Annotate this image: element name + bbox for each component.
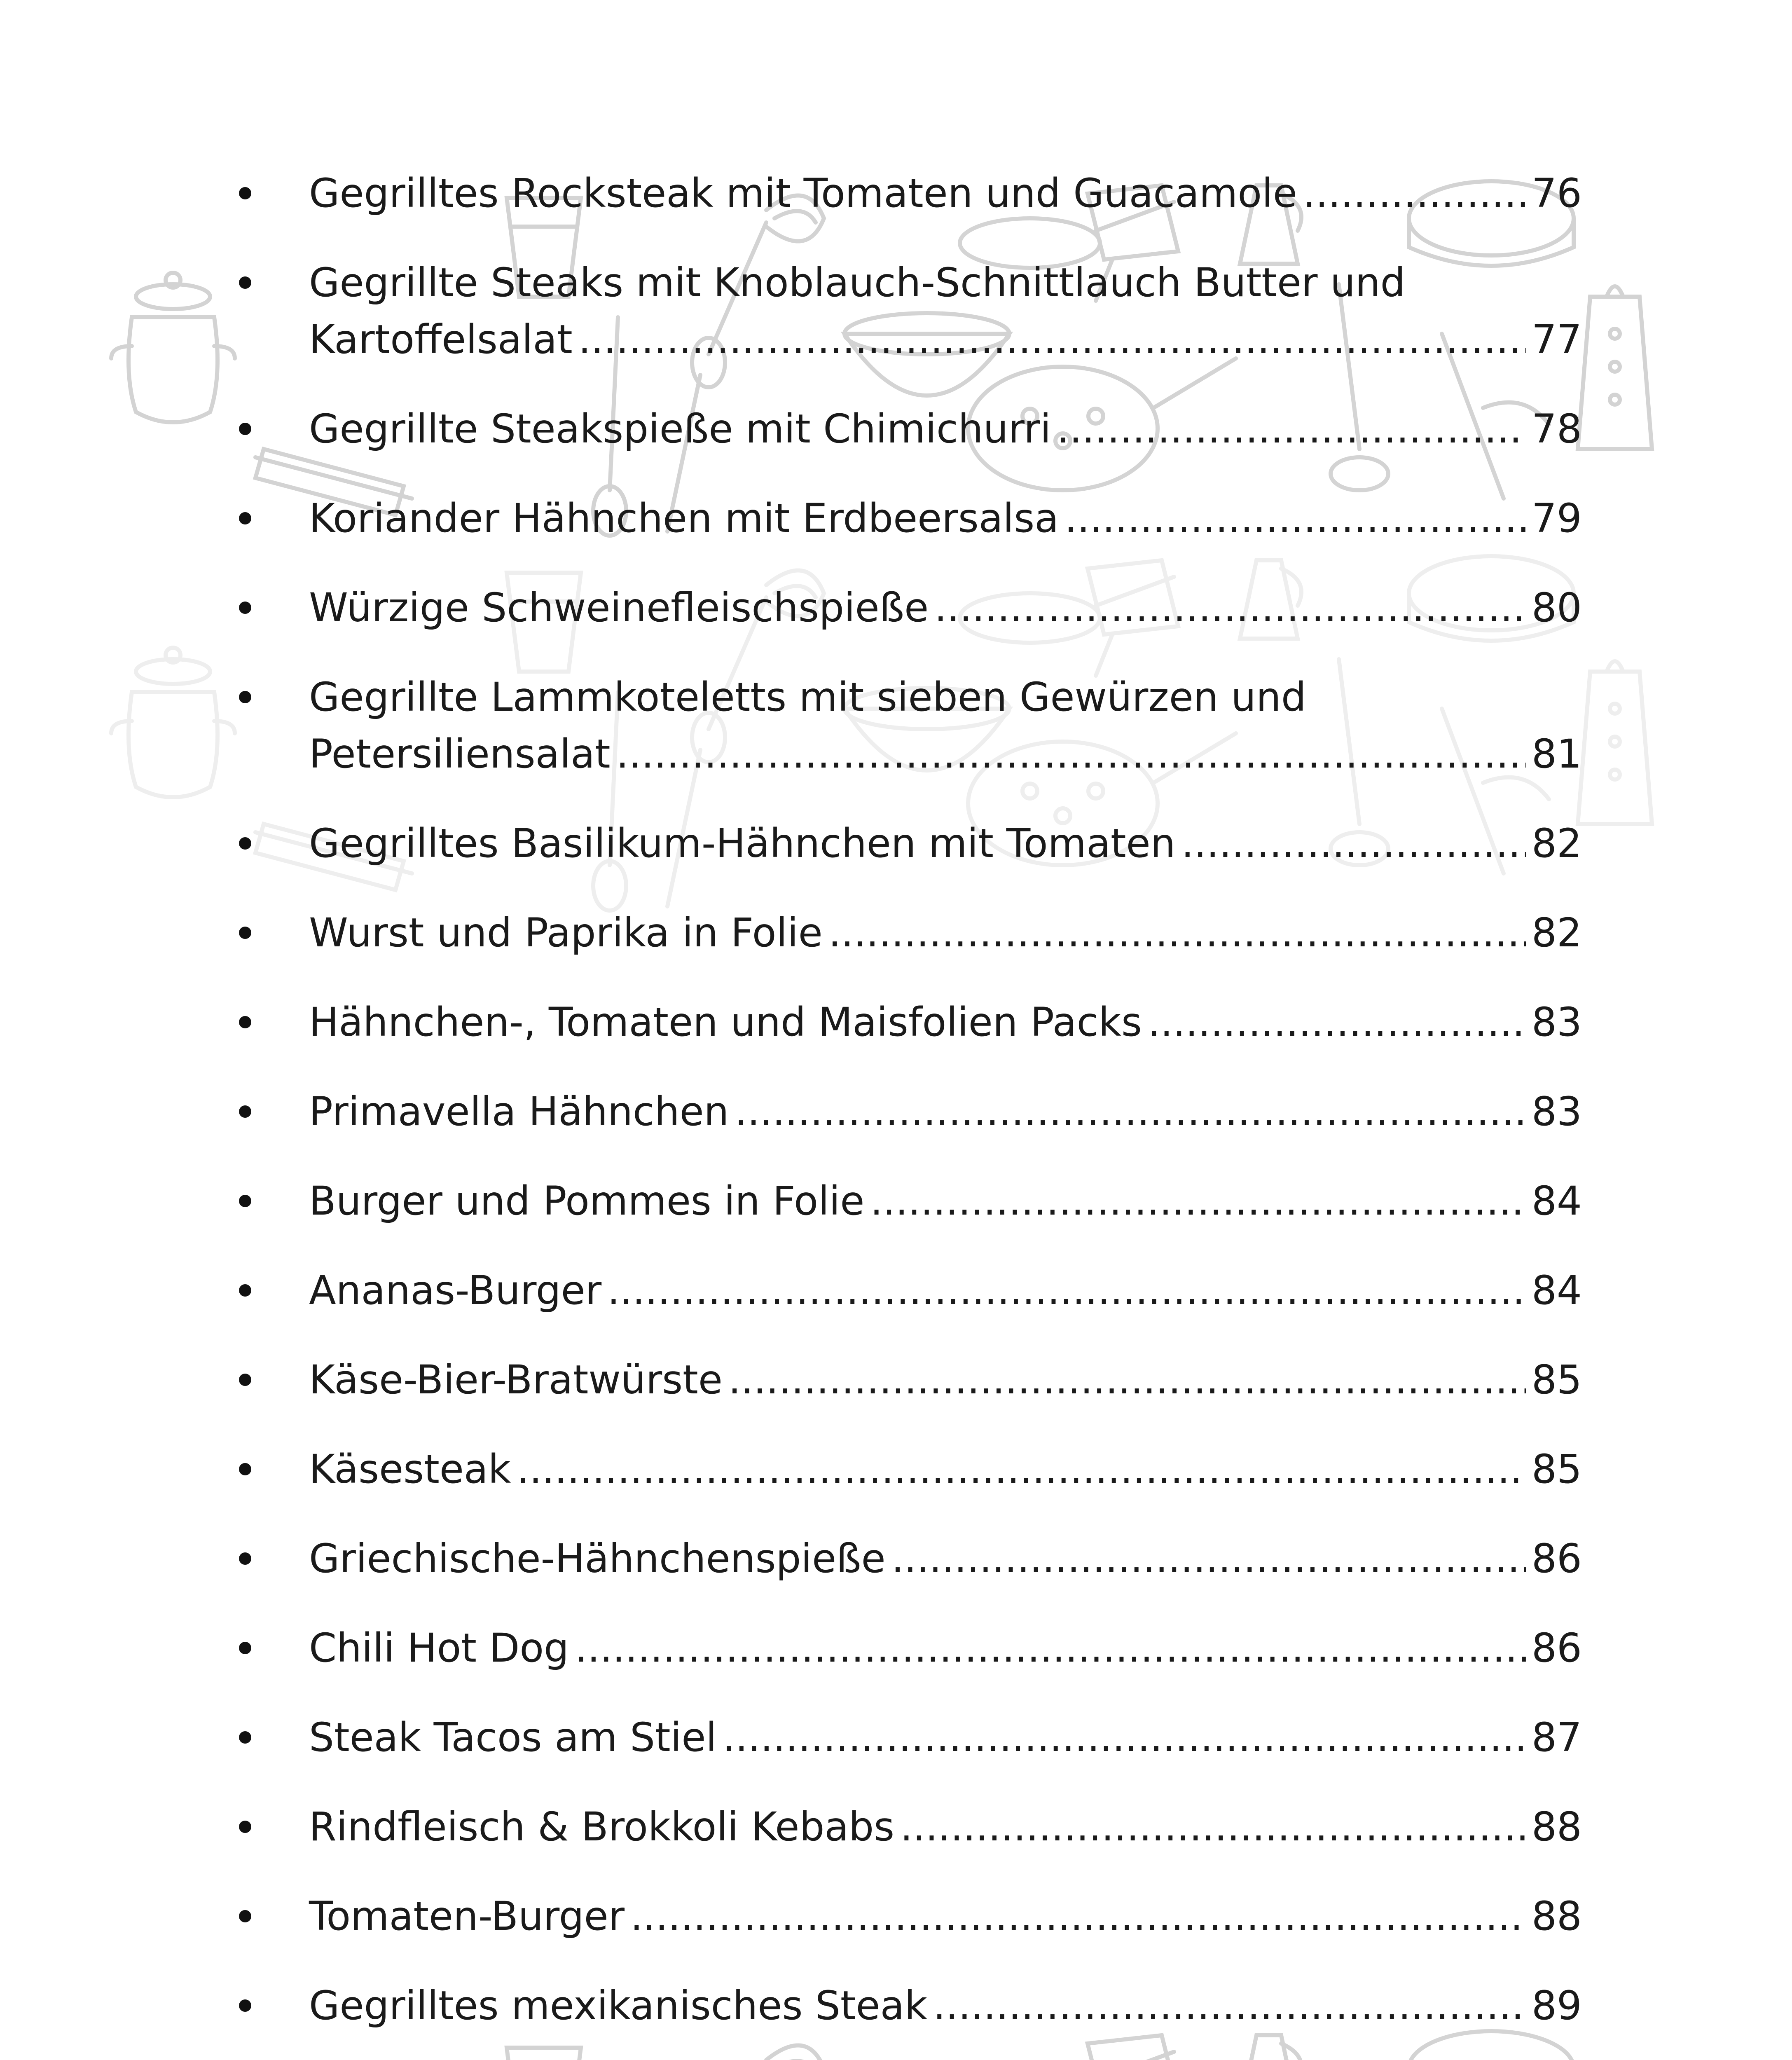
dot-leader	[578, 311, 1526, 368]
bullet-icon	[239, 512, 251, 524]
bullet-icon	[239, 1642, 251, 1654]
toc-entry-page: 85	[1531, 1446, 1582, 1492]
dot-leader	[723, 1709, 1526, 1766]
dot-leader	[933, 1977, 1526, 2034]
bullet-icon	[239, 602, 251, 614]
toc-entry-page: 82	[1531, 820, 1582, 866]
toc-entry-page: 78	[1531, 406, 1582, 452]
toc-entry-title: Chili Hot Dog	[309, 1625, 569, 1671]
bullet-icon	[239, 1105, 251, 1118]
bullet-icon	[239, 837, 251, 850]
dot-leader	[1057, 400, 1525, 457]
toc-entry-title: Tomaten-Burger	[309, 1893, 625, 1939]
toc-entry-page: 84	[1531, 1267, 1582, 1313]
toc-entry-page: 88	[1531, 1893, 1582, 1939]
bullet-icon	[239, 187, 251, 199]
toc-entry[interactable]	[231, 1798, 1582, 1855]
toc-entry-title: Steak Tacos am Stiel	[309, 1714, 717, 1760]
toc-entry[interactable]	[231, 165, 1582, 222]
dot-leader	[1148, 994, 1526, 1051]
toc-entry[interactable]	[231, 1441, 1582, 1498]
toc-entry-title-continued: Kartoffelsalat	[309, 316, 573, 363]
dot-leader	[828, 904, 1526, 961]
toc-entry-page: 79	[1531, 495, 1582, 541]
table-of-contents	[231, 165, 1582, 2060]
bullet-icon	[239, 1552, 251, 1565]
toc-entry-title: Gegrilltes mexikanisches Steak	[309, 1983, 928, 2029]
toc-entry-title: Gegrilltes Rocksteak mit Tomaten und Guacamole	[309, 170, 1297, 216]
toc-entry-title-continued: Petersiliensalat	[309, 731, 611, 777]
dot-leader	[575, 1620, 1526, 1676]
bullet-icon	[239, 927, 251, 939]
toc-entry-title: Burger und Pommes in Folie	[309, 1178, 865, 1224]
toc-entry-page: 88	[1531, 1804, 1582, 1850]
toc-entry-title: Koriander Hähnchen mit Erdbeersalsa	[309, 495, 1059, 541]
toc-entry-page: 76	[1531, 170, 1582, 216]
dot-leader	[934, 579, 1526, 636]
toc-entry-page: 87	[1531, 1714, 1582, 1760]
toc-entry-page: 81	[1531, 731, 1582, 777]
bullet-icon	[239, 276, 251, 289]
toc-entry-page: 86	[1531, 1625, 1582, 1671]
toc-entry-page: 85	[1531, 1357, 1582, 1403]
toc-entry-title: Gegrillte Lammkoteletts mit sieben Gewürzen und	[309, 674, 1306, 720]
toc-entry[interactable]	[231, 400, 1582, 457]
toc-entry[interactable]	[231, 1530, 1582, 1587]
toc-entry[interactable]	[231, 994, 1582, 1051]
toc-entry-title: Primavella Hähnchen	[309, 1089, 729, 1135]
toc-entry[interactable]	[231, 1262, 1582, 1319]
bullet-icon	[239, 1374, 251, 1386]
dot-leader	[517, 1441, 1526, 1498]
toc-entry[interactable]	[231, 1351, 1582, 1408]
bullet-icon	[239, 423, 251, 435]
toc-entry-title: Wurst und Paprika in Folie	[309, 910, 823, 956]
dot-leader	[900, 1798, 1526, 1855]
toc-entry-title: Gegrillte Steaks mit Knoblauch-Schnittlauch Butter und	[309, 260, 1406, 306]
toc-entry[interactable]	[231, 1888, 1582, 1945]
toc-entry[interactable]	[231, 904, 1582, 961]
toc-entry-title: Gegrillte Steakspieße mit Chimichurri	[309, 406, 1051, 452]
dot-leader	[1303, 165, 1526, 222]
toc-entry-title: Käse-Bier-Bratwürste	[309, 1357, 723, 1403]
toc-entry-page: 80	[1531, 585, 1582, 631]
toc-entry[interactable]	[231, 1173, 1582, 1229]
bullet-icon	[239, 1463, 251, 1475]
bullet-icon	[239, 1910, 251, 1922]
toc-entry-title: Käsesteak	[309, 1446, 511, 1492]
toc-entry-page: 84	[1531, 1178, 1582, 1224]
dot-leader	[1181, 815, 1526, 872]
dot-leader	[607, 1262, 1526, 1319]
toc-entry[interactable]	[231, 1083, 1582, 1140]
dot-leader	[891, 1530, 1526, 1587]
toc-entry-page: 82	[1531, 910, 1582, 956]
toc-entry[interactable]	[231, 815, 1582, 872]
toc-entry-title: Würzige Schweinefleischspieße	[309, 585, 929, 631]
dot-leader	[616, 726, 1526, 782]
bullet-icon	[239, 1195, 251, 1207]
toc-entry-page: 77	[1531, 316, 1582, 363]
toc-entry-page: 83	[1531, 1089, 1582, 1135]
toc-entry-page: 83	[1531, 999, 1582, 1045]
toc-entry-page: 86	[1531, 1536, 1582, 1582]
toc-entry[interactable]	[231, 1709, 1582, 1766]
dot-leader	[728, 1351, 1526, 1408]
bullet-icon	[239, 1284, 251, 1297]
bullet-icon	[239, 1999, 251, 2012]
bullet-icon	[239, 1016, 251, 1028]
dot-leader	[735, 1083, 1525, 1140]
toc-entry-title: Ananas-Burger	[309, 1267, 602, 1313]
dot-leader	[1064, 490, 1526, 547]
toc-entry[interactable]	[231, 669, 1582, 782]
toc-entry[interactable]	[231, 490, 1582, 547]
toc-entry[interactable]	[231, 254, 1582, 368]
toc-entry-title: Rindfleisch & Brokkoli Kebabs	[309, 1804, 895, 1850]
toc-entry-title: Griechische-Hähnchenspieße	[309, 1536, 886, 1582]
bullet-icon	[239, 1821, 251, 1833]
toc-entry-title: Hähnchen-, Tomaten und Maisfolien Packs	[309, 999, 1142, 1045]
toc-entry-title: Gegrilltes Basilikum-Hähnchen mit Tomaten	[309, 820, 1176, 866]
bullet-icon	[239, 1731, 251, 1744]
toc-entry[interactable]	[231, 1620, 1582, 1676]
toc-entry[interactable]	[231, 1977, 1582, 2034]
dot-leader	[630, 1888, 1526, 1945]
dot-leader	[870, 1173, 1525, 1229]
toc-entry[interactable]	[231, 579, 1582, 636]
toc-entry-page: 89	[1531, 1983, 1582, 2029]
bullet-icon	[239, 691, 251, 703]
